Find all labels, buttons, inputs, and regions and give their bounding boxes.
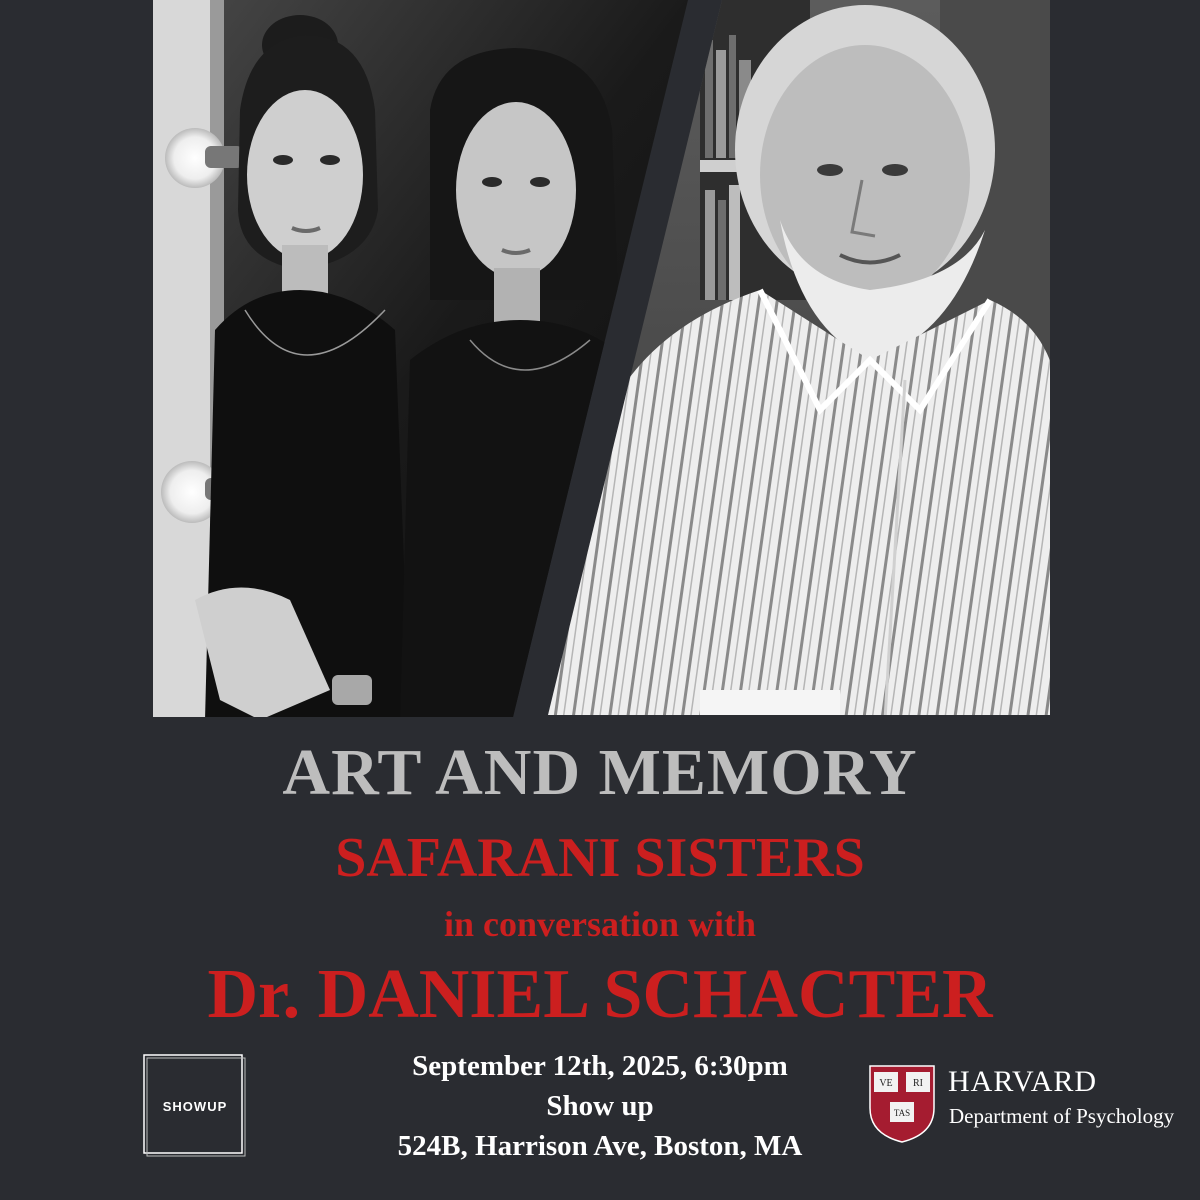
shield-text-ri: RI	[913, 1078, 923, 1089]
harvard-department: Department of Psychology	[949, 1104, 1175, 1128]
artists-name: SAFARANI SISTERS	[335, 827, 865, 889]
event-datetime: September 12th, 2025, 6:30pm	[412, 1050, 788, 1082]
showup-logo-label: SHOWUP	[162, 1098, 228, 1114]
harvard-name: HARVARD	[948, 1065, 1098, 1098]
shield-text-ve: VE	[879, 1078, 893, 1089]
event-venue: Show up	[546, 1090, 654, 1122]
shield-text-tas: TAS	[893, 1108, 911, 1118]
conversation-connector: in conversation with	[443, 904, 756, 944]
event-title: ART AND MEMORY	[282, 736, 918, 809]
event-address: 524B, Harrison Ave, Boston, MA	[397, 1130, 803, 1162]
guest-name: Dr. DANIEL SCHACTER	[207, 956, 993, 1033]
harvard-shield-icon	[868, 1064, 936, 1144]
